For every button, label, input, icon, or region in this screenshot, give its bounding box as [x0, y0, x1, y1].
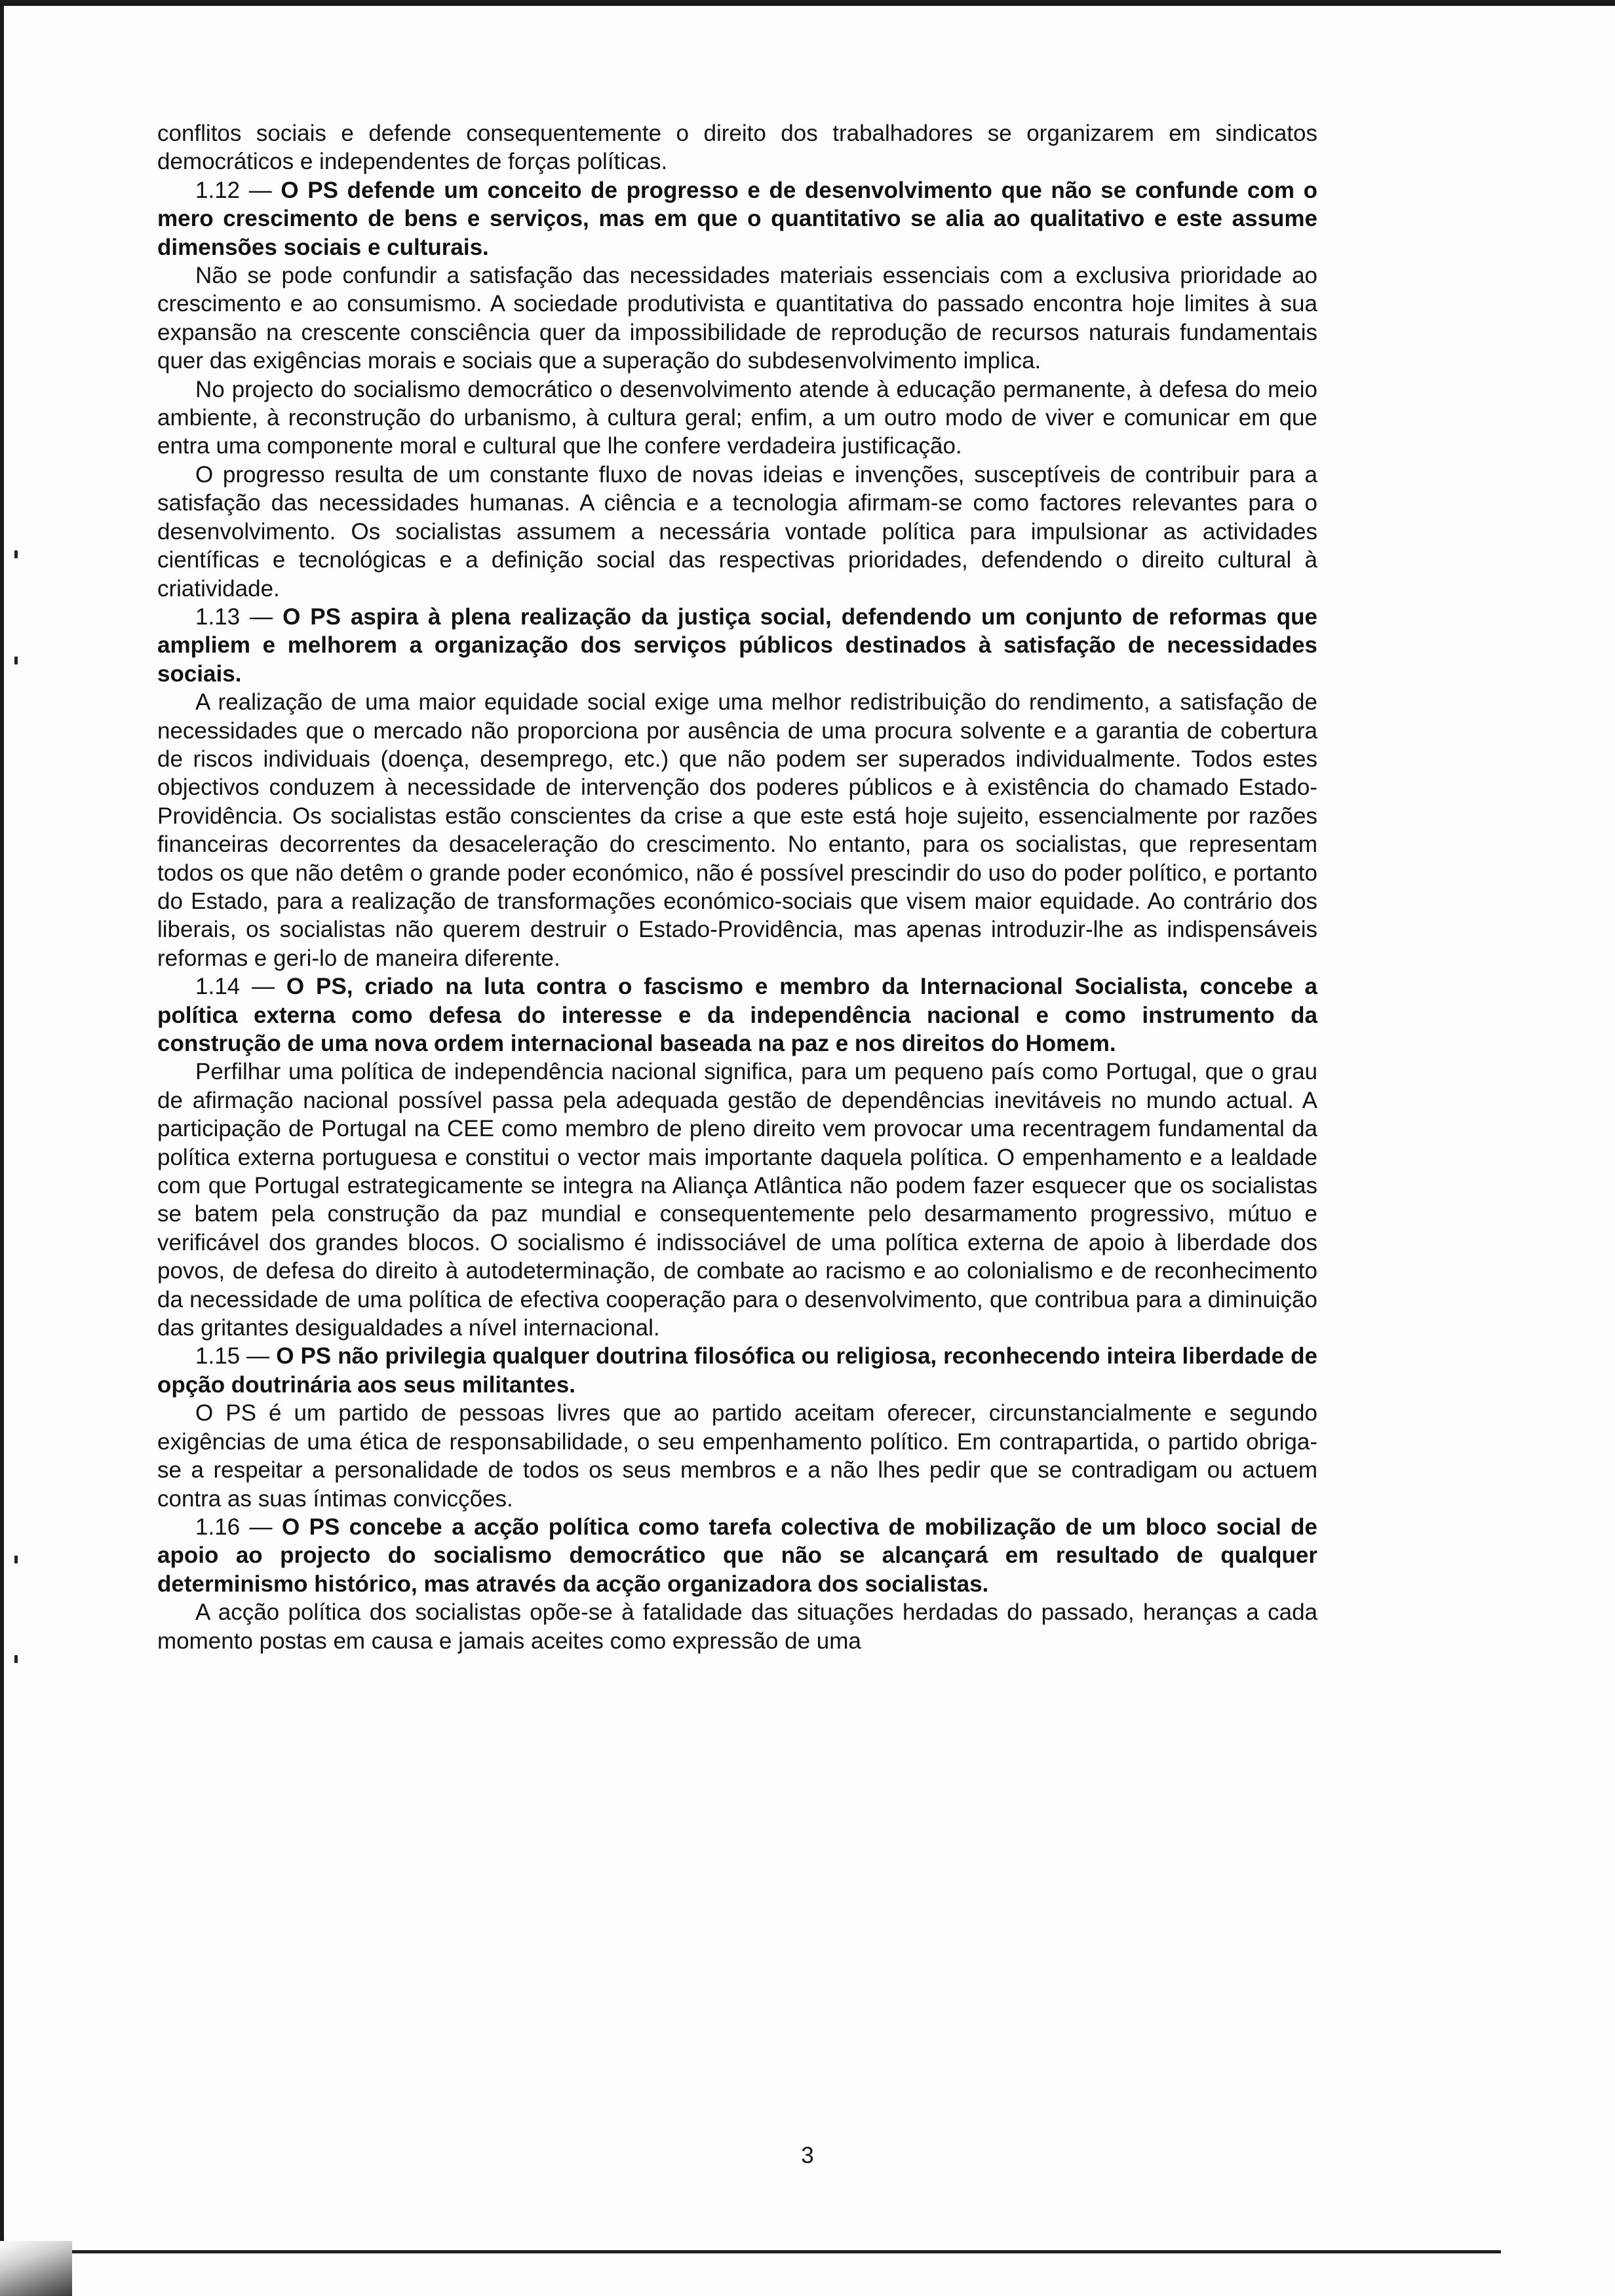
section-heading: 1.14 — O PS, criado na luta contra o fascismo e membro da Internacional Socialista, concebe a política externa como defesa do interesse e da independência nacional e como instrumento da construção de uma nova ordem internacional baseada na paz e nos direitos do Homem. — [157, 974, 1317, 1056]
section-heading: 1.16 — O PS concebe a acção política como tarefa colectiva de mobilização de um bloco social de apoio ao projecto do socialismo democrático que não se alcançará em resultado de qualquer determinismo histórico, mas através da acção organizadora dos socialistas. — [157, 1514, 1317, 1597]
scan-mark — [14, 657, 18, 664]
scan-mark — [14, 1556, 18, 1563]
paragraph: O progresso resulta de um constante fluxo de novas ideias e invenções, susceptíveis de contribuir para a satisfação das necessidades humanas. A ciência e a tecnologia afirmam-se como factores relevantes para o desenvolvimento. Os socialistas assumem a necessária vontade política para impulsionar as actividades científicas e tecnológicas e a definição social das respectivas prioridades, defendendo o direito cultural à criatividade. — [157, 461, 1317, 602]
paragraph: Perfilhar uma política de independência nacional significa, para um pequeno país como Portugal, que o grau de afirmação nacional possível passa pela adequada gestão de dependências inevitáveis no mundo actual. A participação de Portugal na CEE como membro de pleno direito vem provocar uma recentragem fundamental da política externa portuguesa e constitui o vector mais importante daquela política. O empenhamento e a lealdade com que Portugal estrategicamente se integra na Aliança Atlântica não podem fazer esquecer que os socialistas se batem pela construção da paz mundial e consequentemente pelo desarmamento progressivo, mútuo e verificável dos grandes blocos. O socialismo é indissociável de uma política externa de apoio à liberdade dos povos, de defesa do direito à autodeterminação, de combate ao racismo e ao colonialismo e de reconhecimento da necessidade de uma política de efectiva cooperação para o desenvolvimento, que contribua para a diminuição das gritantes desigualdades a nível internacional. — [157, 1059, 1317, 1341]
scan-edge-bottom — [0, 2250, 1501, 2253]
paragraph: A realização de uma maior equidade social exige uma melhor redistribuição do rendimento, a satisfação de necessidades que o mercado não proporciona por ausência de uma procura solvente e a garantia de cobertura de riscos individuais (doença, desemprego, etc.) que não podem ser superados individualmente. Todos estes objectivos conduzem à necessidade de intervenção dos poderes públicos e à existência do chamado Estado-Providência. Os socialistas estão conscientes da crise a que este está hoje sujeito, essencialmente por razões financeiras decorrentes da desaceleração do crescimento. No entanto, para os socialistas, que representam todos os que não detêm o grande poder económico, não é possível prescindir do uso do poder político, e portanto do Estado, para a realização de transformações económico-sociais que visem maior equidade. Ao contrário dos liberais, os socialistas não querem destruir o Estado-Providência, mas apenas introduzir-lhe as indispensáveis reformas e geri-lo de maneira diferente. — [157, 689, 1317, 971]
section-heading: 1.15 — O PS não privilegia qualquer doutrina filosófica ou religiosa, reconhecendo inteira liberdade de opção doutrinária aos seus militantes. — [157, 1343, 1317, 1398]
page-number: 3 — [801, 2143, 814, 2168]
paragraph: A acção política dos socialistas opõe-se à fatalidade das situações herdadas do passado, heranças a cada momento postas em causa e jamais aceites como expressão de uma — [157, 1599, 1317, 1654]
scan-mark — [14, 1655, 18, 1663]
paragraph: conflitos sociais e defende consequentemente o direito dos trabalhadores se organizarem em sindicatos democráticos e independentes de forças políticas. — [157, 121, 1317, 175]
paragraph: No projecto do socialismo democrático o desenvolvimento atende à educação permanente, à defesa do meio ambiente, à reconstrução do urbanismo, à cultura geral; enfim, a um outro modo de viver e comunicar em que entra uma componente moral e cultural que lhe confere verdadeira justificação. — [157, 376, 1317, 459]
scan-edge-left — [0, 0, 4, 2296]
section-heading: 1.13 — O PS aspira à plena realização da justiça social, defendendo um conjunto de reformas que ampliem e melhorem a organização dos serviços públicos destinados à satisfação de necessidades sociais. — [157, 603, 1317, 687]
section-heading: 1.12 — O PS defende um conceito de progresso e de desenvolvimento que não se confunde com o mero crescimento de bens e serviços, mas em que o quantitativo se alia ao qualitativo e este assume dimensões sociais e culturais. — [157, 177, 1317, 260]
scan-edge-top — [0, 0, 1615, 6]
scan-corner-shadow — [0, 2241, 72, 2296]
paragraph: Não se pode confundir a satisfação das necessidades materiais essenciais com a exclusiva prioridade ao crescimento e ao consumismo. A sociedade produtivista e quantitativa do passado encontra hoje limites à sua expansão na crescente consciência quer da impossibilidade de reprodução de recursos naturais fundamentais quer das exigências morais e sociais que a superação do subdesenvolvimento implica. — [157, 263, 1317, 374]
scan-mark — [14, 550, 18, 558]
body-text — [157, 119, 1317, 1655]
paragraph: O PS é um partido de pessoas livres que ao partido aceitam oferecer, circunstancialmente e segundo exigências de uma ética de responsabilidade, o seu empenhamento político. Em contrapartida, o partido obriga-se a respeitar a personalidade de todos os seus membros e a não lhes pedir que se contradigam ou actuem contra as suas íntimas convicções. — [157, 1400, 1317, 1512]
